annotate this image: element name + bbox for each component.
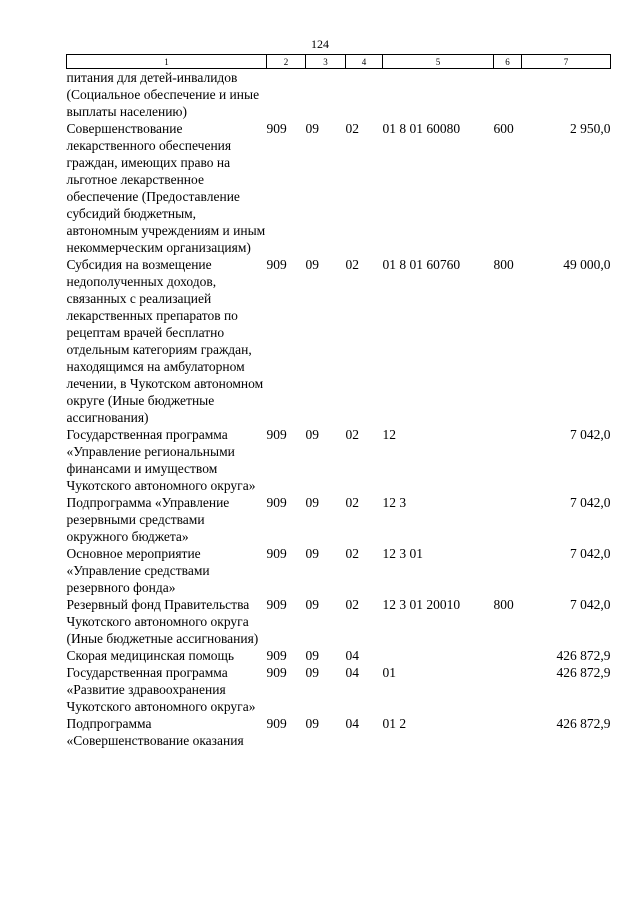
subsection-code: 02 <box>345 257 359 272</box>
section-code: 09 <box>305 648 319 663</box>
budget-rows <box>67 69 611 750</box>
expense-type-code <box>494 715 522 749</box>
target-code: 12 3 01 <box>382 546 423 561</box>
amount: 426 872,9 <box>556 648 611 663</box>
subsection-code: 02 <box>345 121 359 136</box>
expense-type-code: 800 <box>493 597 514 612</box>
target-code: 12 3 01 20010 <box>382 597 461 612</box>
ministry-code: 909 <box>266 665 287 680</box>
item-name: Резервный фонд Правительства Чукотского автономного округа (Иные бюджетные ассигнования) <box>66 597 259 646</box>
target-code: 12 <box>382 427 396 442</box>
section-code: 09 <box>305 665 319 680</box>
table-row <box>67 120 611 256</box>
ministry-code: 909 <box>266 257 287 272</box>
item-name: Государственная программа «Развитие здравоохранения Чукотского автономного округа» <box>66 665 256 714</box>
expense-type-code: 600 <box>493 121 514 136</box>
section-code: 09 <box>305 121 319 136</box>
amount: 426 872,9 <box>556 665 611 680</box>
ministry-code: 909 <box>266 716 287 731</box>
column-number-3: 3 <box>306 55 346 69</box>
subsection-code: 02 <box>345 427 359 442</box>
column-number-2: 2 <box>267 55 306 69</box>
subsection-code: 04 <box>345 665 359 680</box>
budget-table <box>66 54 611 749</box>
item-name: Субсидия на возмещение недополученных доходов, связанных с реализацией лекарственных препаратов по рецептам врачей бесплатно отдельным категориям граждан, находящимся на амбулаторном лечении, в Чукотском автономном округе (Иные бюджетные ассигнования) <box>66 257 264 425</box>
expense-type-code <box>494 426 522 494</box>
table-row <box>67 256 611 426</box>
table-row <box>67 426 611 494</box>
column-number-6: 6 <box>494 55 522 69</box>
target-code: 12 3 <box>382 495 407 510</box>
item-name: Основное мероприятие «Управление средствами резервного фонда» <box>66 546 210 595</box>
amount <box>522 69 611 121</box>
target-code: 01 8 01 60760 <box>382 257 461 272</box>
amount: 7 042,0 <box>570 427 611 442</box>
ministry-code: 909 <box>266 427 287 442</box>
expense-type-code: 800 <box>493 257 514 272</box>
target-code <box>383 647 494 664</box>
ministry-code: 909 <box>266 495 287 510</box>
item-name: питания для детей-инвалидов (Социальное обеспечение и иные выплаты населению) <box>66 70 260 119</box>
expense-type-code <box>494 647 522 664</box>
ministry-code <box>267 69 306 121</box>
subsection-code <box>346 69 383 121</box>
amount: 7 042,0 <box>570 597 611 612</box>
section-code: 09 <box>305 427 319 442</box>
item-name: Подпрограмма «Управление резервными средствами окружного бюджета» <box>66 495 230 544</box>
table-row <box>67 596 611 647</box>
column-number-4: 4 <box>346 55 383 69</box>
column-number-5: 5 <box>383 55 494 69</box>
section-code: 09 <box>305 495 319 510</box>
expense-type-code <box>494 69 522 121</box>
target-code: 01 2 <box>382 716 407 731</box>
item-name: Подпрограмма «Совершенствование оказания <box>66 716 244 748</box>
section-code <box>306 69 346 121</box>
table-row <box>67 545 611 596</box>
ministry-code: 909 <box>266 546 287 561</box>
table-row <box>67 715 611 749</box>
section-code: 09 <box>305 597 319 612</box>
page-number: 124 <box>311 37 329 51</box>
target-code: 01 8 01 60080 <box>382 121 461 136</box>
subsection-code: 02 <box>345 597 359 612</box>
subsection-code: 04 <box>345 648 359 663</box>
subsection-code: 02 <box>345 546 359 561</box>
column-number-7: 7 <box>522 55 611 69</box>
section-code: 09 <box>305 716 319 731</box>
expense-type-code <box>494 494 522 545</box>
amount: 7 042,0 <box>570 546 611 561</box>
ministry-code: 909 <box>266 648 287 663</box>
target-code <box>383 69 494 121</box>
target-code: 01 <box>382 665 396 680</box>
section-code: 09 <box>305 257 319 272</box>
table-row <box>67 664 611 715</box>
column-number-1: 1 <box>67 55 267 69</box>
item-name: Совершенствование лекарственного обеспечения граждан, имеющих право на льготное лекарственное обеспечение (Предоставление субсидий бюджетным, автономным учреждениям и иным некоммерческим организациям) <box>66 121 266 255</box>
amount: 49 000,0 <box>563 257 611 272</box>
ministry-code: 909 <box>266 121 287 136</box>
subsection-code: 02 <box>345 495 359 510</box>
table-row <box>67 69 611 121</box>
item-name: Государственная программа «Управление региональными финансами и имуществом Чукотского автономного округа» <box>66 427 256 493</box>
amount: 2 950,0 <box>570 121 611 136</box>
amount: 426 872,9 <box>556 716 611 731</box>
amount: 7 042,0 <box>570 495 611 510</box>
subsection-code: 04 <box>345 716 359 731</box>
table-row <box>67 494 611 545</box>
column-number-row <box>67 55 611 69</box>
section-code: 09 <box>305 546 319 561</box>
expense-type-code <box>494 664 522 715</box>
item-name: Скорая медицинская помощь <box>66 648 235 663</box>
table-row <box>67 647 611 664</box>
ministry-code: 909 <box>266 597 287 612</box>
expense-type-code <box>494 545 522 596</box>
